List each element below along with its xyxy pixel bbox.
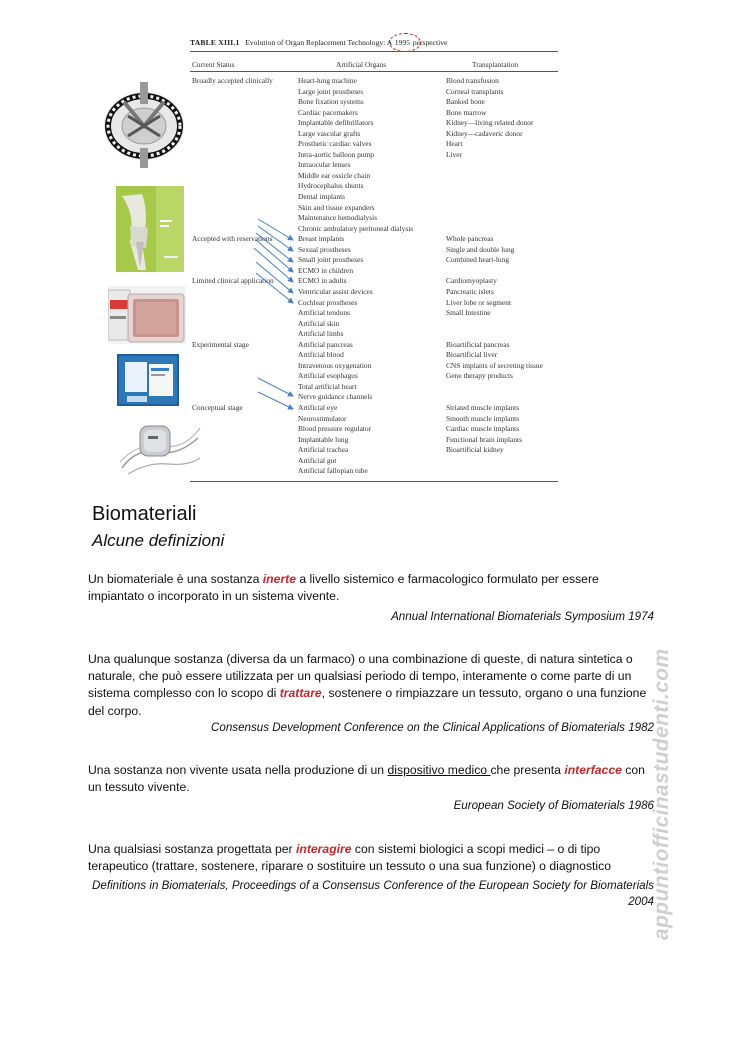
organ-item: Chronic ambulatory peritoneal dialysis bbox=[298, 223, 414, 233]
organ-item: Large joint prostheses bbox=[298, 86, 364, 96]
definition-paragraph-2: Una qualunque sostanza (diversa da un farmaco) o una combinazione di queste, di natura sintetica o naturale, che può essere utilizzata per un qualsiasi periodo di tempo, interamente o come parte di un sistema complesso con lo scopo di trattare, sostenere o rimpiazzare un tessuto, organo o una funzione del corpo. bbox=[88, 652, 647, 718]
transplant-item: Liver lobe or segment bbox=[446, 297, 512, 307]
definition-source-2: Consensus Development Conference on the Clinical Applications of Biomaterials 1982 bbox=[211, 721, 654, 734]
organ-item: Blood pressure regulator bbox=[298, 424, 372, 434]
organ-item: Total artificial heart bbox=[298, 381, 357, 391]
definition-paragraph-1: Un biomateriale è una sostanza inerte a livello sistemico e farmacologico formulato per essere impiantato o incorporato in un sistema vivente. bbox=[88, 572, 599, 604]
definition-source-4: Definitions in Biomaterials, Proceedings of a Consensus Conference of the European Society for Biomaterials 2004 bbox=[92, 879, 654, 908]
table-title-year: 1995 bbox=[394, 38, 411, 47]
organ-item: Artificial esophagus bbox=[298, 371, 358, 381]
organ-item: Artificial blood bbox=[298, 350, 344, 360]
organ-item: Hydrocephalus shunts bbox=[298, 181, 364, 191]
organ-item: ECMO in children bbox=[298, 265, 354, 275]
transplant-item: Cardiomyoplasty bbox=[446, 276, 497, 286]
transplant-item: Corneal transplants bbox=[446, 86, 504, 96]
transplant-item: Kidney—living related donor bbox=[446, 118, 534, 128]
organ-item: Artificial eye bbox=[298, 403, 338, 413]
definition-paragraph-3: Una sostanza non vivente usata nella produzione di un dispositivo medico che presenta interfacce con un tessuto vivente. bbox=[88, 763, 645, 795]
section-subheading: Alcune definizioni bbox=[92, 531, 225, 550]
organ-item: Prosthetic cardiac valves bbox=[298, 139, 372, 149]
organ-item: Artificial limbs bbox=[298, 329, 344, 339]
organ-item: Breast implants bbox=[298, 234, 345, 244]
organ-item: Cochlear prostheses bbox=[298, 297, 358, 307]
status-cell: Accepted with reservations bbox=[192, 234, 273, 244]
organ-item: Small joint prostheses bbox=[298, 255, 364, 265]
transplant-item: Striated muscle implants bbox=[446, 403, 520, 413]
organ-item: Maintenance hemodialysis bbox=[298, 213, 378, 223]
organ-item: Artificial gut bbox=[298, 455, 337, 465]
organ-item: Neurostimulator bbox=[298, 413, 347, 423]
organ-item: Dental implants bbox=[298, 192, 346, 202]
definition-paragraph-4: Una qualsiasi sostanza progettata per interagire con sistemi biologici a scopi medici – o di tipo terapeutico (trattare, sostenere, riparare o sostituire un tessuto o una sua funzione) o diagnostico bbox=[88, 842, 612, 874]
transplant-item: CNS implants of secreting tissue bbox=[446, 360, 543, 370]
organ-item: Cardiac pacemakers bbox=[298, 107, 358, 117]
transplant-item: Blood transfusion bbox=[446, 76, 499, 85]
organ-item: Heart-lung machine bbox=[298, 76, 357, 85]
transplant-item: Banked bone bbox=[446, 97, 485, 107]
header-current-status: Current Status bbox=[192, 60, 235, 69]
status-cell: Conceptual stage bbox=[192, 403, 243, 413]
transplant-item: Single and double lung bbox=[446, 244, 515, 254]
definition-source-1: Annual International Biomaterials Symposium 1974 bbox=[391, 610, 654, 623]
transplant-item: Cardiac muscle implants bbox=[446, 424, 520, 434]
organ-item: ECMO in adults bbox=[298, 276, 347, 286]
transplant-item: Liver bbox=[446, 149, 463, 159]
organ-item: Artificial tendons bbox=[298, 308, 350, 318]
organ-item: Sexual prostheses bbox=[298, 244, 351, 254]
organ-item: Ventricular assist devices bbox=[298, 286, 373, 296]
transplant-item: Gene therapy products bbox=[446, 371, 513, 381]
transplant-item: Bioartificial liver bbox=[446, 350, 498, 360]
organ-item: Bone fixation systems bbox=[298, 97, 364, 107]
definition-source-3: European Society of Biomaterials 1986 bbox=[453, 799, 654, 812]
transplant-item: Heart bbox=[446, 139, 463, 149]
transplant-item: Smooth muscle implants bbox=[446, 413, 520, 423]
section-heading: Biomateriali bbox=[92, 503, 197, 525]
status-cell: Broadly accepted clinically bbox=[192, 76, 273, 85]
organ-item: Nerve guidance channels bbox=[298, 392, 373, 402]
status-cell: Experimental stage bbox=[192, 339, 249, 349]
transplant-item: Kidney—cadaveric donor bbox=[446, 128, 523, 138]
medical-device-term: dispositivo medico bbox=[387, 763, 491, 777]
organ-item: Intravenous oxygenation bbox=[298, 360, 372, 370]
header-transplantation: Transplantation bbox=[472, 60, 519, 69]
transplant-item: Pancreatic islets bbox=[446, 286, 494, 296]
transplant-item: Small Intestine bbox=[446, 308, 491, 318]
organ-item: Intraocular lenses bbox=[298, 160, 351, 170]
transplant-item: Bioartificial kidney bbox=[446, 445, 504, 455]
organ-item: Artificial pancreas bbox=[298, 339, 353, 349]
status-cell: Limited clinical application bbox=[192, 276, 274, 286]
organ-item: Skin and tissue expanders bbox=[298, 202, 375, 212]
organ-item: Artificial fallopian tube bbox=[298, 466, 368, 476]
transplant-item: Combined heart-lung bbox=[446, 255, 510, 265]
organ-item: Intra-aortic balloon pump bbox=[298, 149, 374, 159]
transplant-item: Bioartificial pancreas bbox=[446, 339, 510, 349]
organ-item: Large vascular grafts bbox=[298, 128, 361, 138]
table-title: TABLE XIII.1 Evolution of Organ Replacement Technology: A 1995 perspective bbox=[190, 38, 447, 47]
organ-item: Artificial trachea bbox=[298, 445, 349, 455]
organ-item: Implantable defibrillators bbox=[298, 118, 374, 128]
organ-item: Implantable lung bbox=[298, 434, 349, 444]
watermark: appuntiofficinastudenti.com bbox=[650, 648, 673, 940]
transplant-item: Functional brain implants bbox=[446, 434, 522, 444]
organ-item: Middle ear ossicle chain bbox=[298, 170, 371, 180]
transplant-item: Whole pancreas bbox=[446, 234, 494, 244]
organ-item: Artificial skin bbox=[298, 318, 340, 328]
header-artificial-organs: Artificial Organs bbox=[336, 60, 387, 69]
transplant-item: Bone marrow bbox=[446, 107, 487, 117]
